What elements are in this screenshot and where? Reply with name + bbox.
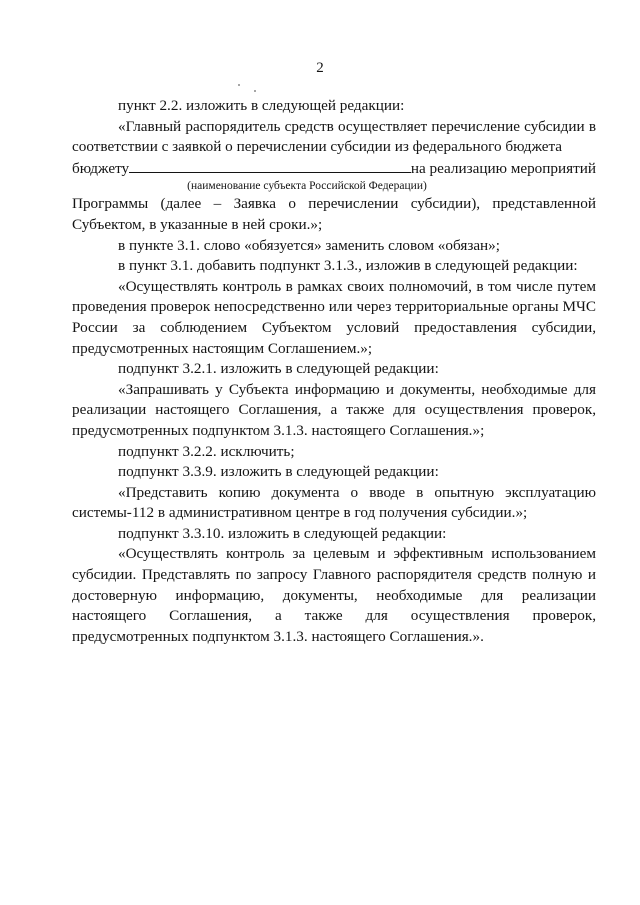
paragraph-quote-3-3-10: «Осуществлять контроль за целевым и эффективным использованием субсидии. Представлять по запросу Главного распорядителя средств полную и достоверную информацию, документы, необходимые для реализации настоящего Соглашения, а также для осуществления проверок, предусмотренных подпунктом 3.1.3. настоящего Соглашения.». xyxy=(72,545,596,645)
paragraph-quote-3-1-3: «Осуществлять контроль в рамках своих полномочий, в том числе путем проведения проверок непосредственно или через территориальные органы МЧС России за соблюдением Субъектом условий предоставления субсидии, предусмотренных настоящим Соглашением.»; xyxy=(72,277,596,357)
scan-speck xyxy=(254,90,256,92)
budget-suffix: на реализацию мероприятий xyxy=(410,159,596,177)
paragraph-clause-3-3-9: подпункт 3.3.9. изложить в следующей редакции: xyxy=(118,463,439,481)
paragraph-clause-2-2: пункт 2.2. изложить в следующей редакции: xyxy=(118,97,405,114)
paragraph-quote-3-3-9: «Представить копию документа о вводе в опытную эксплуатацию системы-112 в административном центре в год получения субсидии.»; xyxy=(72,483,596,522)
budget-recipient-line xyxy=(72,158,596,180)
subject-name-caption: (наименование субъекта Российской Федерации) xyxy=(187,180,427,193)
paragraph-clause-3-3-10: подпункт 3.3.10. изложить в следующей редакции: xyxy=(118,524,447,542)
paragraph-clause-3-1-add: в пункт 3.1. добавить подпункт 3.1.3., изложив в следующей редакции: xyxy=(118,257,578,275)
paragraph-clause-3-1-word: в пункте 3.1. слово «обязуется» заменить словом «обязан»; xyxy=(118,236,500,254)
paragraph-quote-3-2-1: «Запрашивать у Субъекта информацию и документы, необходимые для реализации настоящего Соглашения, а также для осуществления проверок, предусмотренных подпунктом 3.1.3. настоящего Соглашения.»; xyxy=(72,380,596,439)
paragraph-quote-2-2-cont: Программы (далее – Заявка о перечислении субсидии), представленной Субъектом, в указанные в ней сроки.»; xyxy=(72,195,596,233)
paragraph-quote-2-2: «Главный распорядитель средств осуществляет перечисление субсидии в соответствии с заявкой о перечислении субсидии из федерального бюджета xyxy=(72,117,596,156)
subject-name-blank xyxy=(129,158,411,173)
page-number: 2 xyxy=(316,60,324,76)
scan-speck xyxy=(238,84,240,86)
paragraph-clause-3-2-2: подпункт 3.2.2. исключить; xyxy=(118,442,295,460)
paragraph-clause-3-2-1: подпункт 3.2.1. изложить в следующей редакции: xyxy=(118,360,439,378)
budget-prefix: бюджету xyxy=(72,159,130,177)
document-body xyxy=(72,96,596,647)
